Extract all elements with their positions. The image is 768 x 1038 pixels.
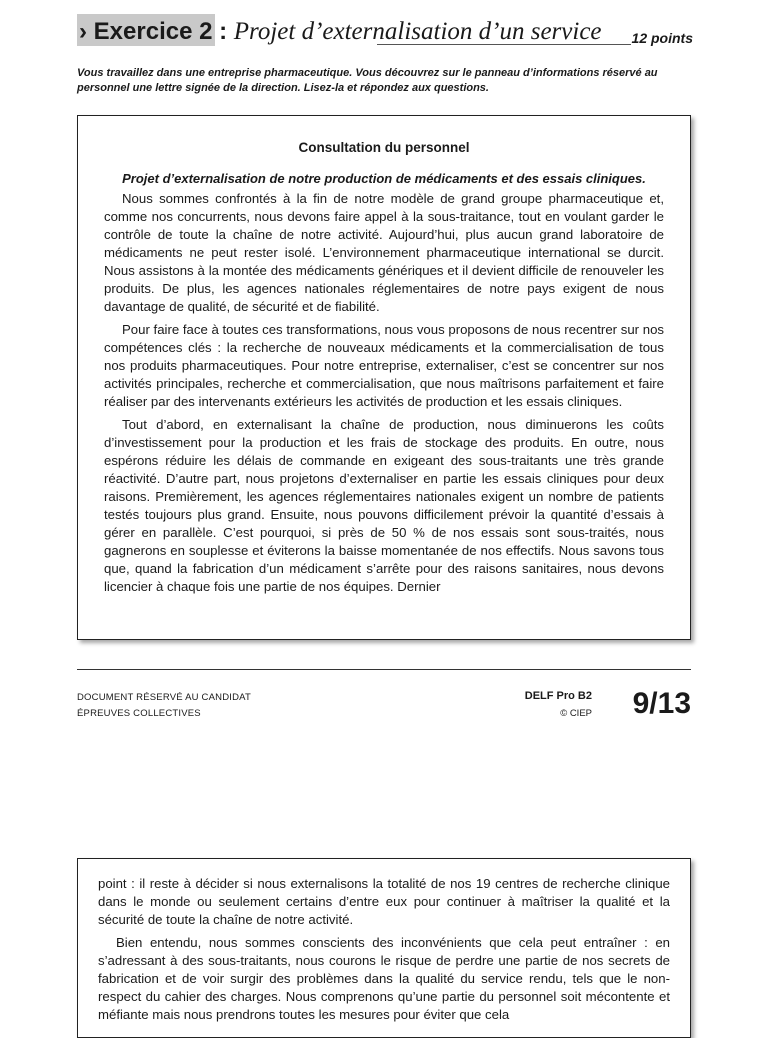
footer-rule bbox=[77, 669, 691, 670]
page-number: 9/13 bbox=[632, 687, 691, 720]
exercise-header bbox=[77, 14, 693, 48]
letter-title: Consultation du personnel bbox=[298, 140, 470, 155]
arrow-icon: › bbox=[79, 18, 87, 45]
letter-paragraph: Pour faire face à toutes ces transformations, nous vous proposons de nous recentrer sur nos compétences clés : la recherche de nouveaux médicaments et la commercialisation de tous nos produits pharmaceutiques. Pour notre entreprise, externaliser, c’est se concentrer sur nos activités principales, recherche et commercialisation, que nous maîtrisons parfaitement et faire réaliser par des intervenants extérieurs les activités de production et les essais cliniques. bbox=[104, 322, 664, 409]
footer-left bbox=[77, 690, 251, 722]
copyright: © CIEP bbox=[560, 708, 592, 719]
letter-subtitle: Projet d’externalisation de notre production de médicaments et des essais cliniques. bbox=[122, 171, 646, 186]
exam-name: DELF Pro B2 bbox=[524, 690, 592, 702]
footer-section-label: ÉPREUVES COLLECTIVES bbox=[77, 708, 201, 719]
instructions: Vous travaillez dans une entreprise pharmaceutique. Vous découvrez sur le panneau d’informations réservé au personnel une lettre signée de la direction. Lisez-la et répondez aux questions. bbox=[77, 67, 658, 94]
footer-doc-label: DOCUMENT RÉSERVÉ AU CANDIDAT bbox=[77, 692, 251, 703]
letter-paragraph: point : il reste à décider si nous externalisons la totalité de nos 19 centres de recherche clinique dans le monde ou seulement certains d’entre eux pour continuer à maîtriser la qualité et la sécurité de toute la chaîne de notre activité. bbox=[98, 876, 670, 927]
letter-paragraph: Nous sommes confrontés à la fin de notre modèle de grand groupe pharmaceutique et, comme nos concurrents, nous devons faire appel à la sous-traitance, tout en voulant garder le contrôle de toute la chaîne de notre activité. Aujourd’hui, plus aucun grand laboratoire de médicaments ne peut rester isolé. L’environnement pharmaceutique international se durcit. Nous assistons à la montée des médicaments génériques et il devient difficile de renouveler les produits. De plus, les agences nationales réglementaires de notre pays exigent de nous davantage de qualité, de sécurité et de fiabilité. bbox=[104, 191, 664, 314]
letter-paragraph: Bien entendu, nous sommes conscients des inconvénients que cela peut entraîner : en s’adressant à des sous-traitants, nous courons le risque de perdre une partie de nos secrets de fabrication et de voir surgir des problèmes dans la qualité du service rendu, tels que le non-respect du cahier des charges. Nous comprenons qu’une partie du personnel soit mécontente et méfiante mais nous prendrons toutes les mesures pour éviter que cela bbox=[98, 935, 670, 1022]
exercise-label: Exercice 2 : bbox=[93, 18, 228, 45]
letter-continuation-box bbox=[77, 858, 691, 1038]
points-label: 12 points bbox=[631, 30, 693, 46]
exercise-title bbox=[79, 18, 602, 46]
footer-exam bbox=[480, 688, 592, 722]
letter-box bbox=[77, 115, 691, 640]
exercise-subtitle: Projet d’externalisation d’un service bbox=[233, 18, 602, 45]
title-rule bbox=[377, 44, 631, 45]
letter-paragraph: Tout d’abord, en externalisant la chaîne de production, nous diminuerons les coûts d’investissement pour la production et les frais de stockage des produits. En outre, nous espérons réduire les délais de commande en exigeant des sous-traitants une très grande réactivité. D’autre part, nous projetons d’externaliser en partie les essais cliniques pour deux raisons. Premièrement, les agences réglementaires nationales exigent un nombre de patients testés toujours plus grand. Ensuite, nous pouvons difficilement prévoir la quantité d’essais à gérer en parallèle. C’est pourquoi, si près de 50 % de nos essais sont sous-traités, nous gagnerons en souplesse et éviterons la baisse momentanée de nos effectifs. Nous savons tous que, quand la fabrication d’un médicament s’arrête pour des raisons sanitaires, nous devons licencier à chaque fois une partie de nos équipes. Dernier bbox=[104, 417, 664, 594]
